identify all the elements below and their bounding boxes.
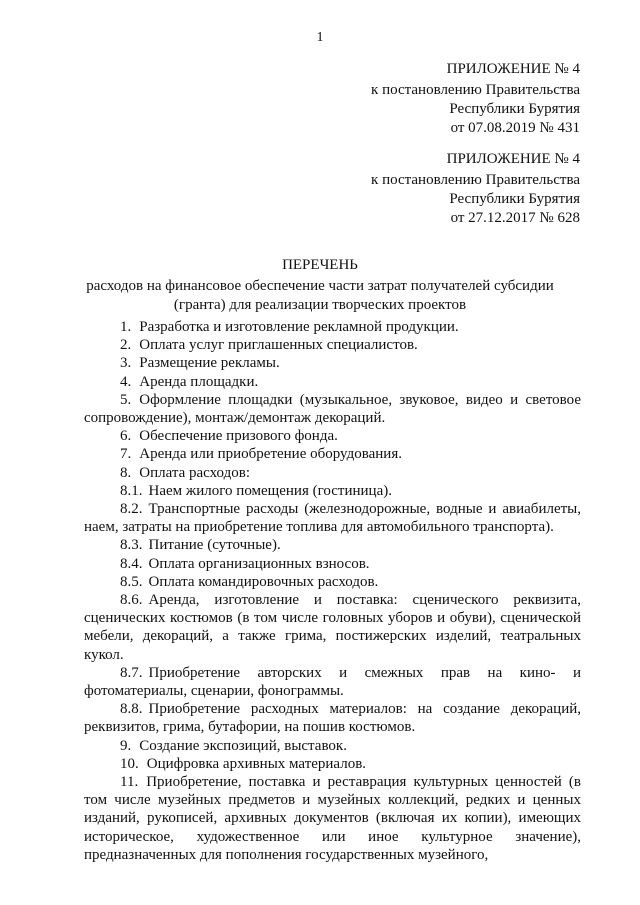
document-subheading: расходов на финансовое обеспечение части затрат получателей субсидии — [86, 278, 554, 294]
item-text: Аренда или приобретение оборудования. — [139, 446, 402, 463]
list-item — [84, 700, 581, 736]
item-text: Аренда площадки. — [139, 373, 259, 390]
item-number: 8. — [120, 464, 132, 481]
list-item — [84, 318, 581, 336]
appendix-line: Республики Бурятия — [449, 191, 580, 207]
item-text: Оплата организационных взносов. — [148, 555, 370, 572]
appendix-date-number: от 07.08.2019 № 431 — [450, 120, 580, 136]
item-number: 8.2. — [120, 501, 143, 518]
list-item — [84, 427, 581, 445]
item-text: Размещение рекламы. — [139, 355, 280, 372]
item-text: Оплата услуг приглашенных специалистов. — [139, 337, 418, 354]
item-text: Оформление площадки (музыкальное, звуковое, видео и световое сопровождение), монтаж/демонтаж декораций. — [84, 391, 581, 427]
item-number: 2. — [120, 337, 132, 354]
appendix-block — [371, 60, 580, 138]
document-subheading: (гранта) для реализации творческих проектов — [173, 297, 467, 313]
expense-list — [84, 318, 581, 864]
item-number: 8.5. — [120, 573, 143, 590]
appendix-date-number: от 27.12.2017 № 628 — [450, 210, 580, 226]
document-title-block — [60, 256, 580, 315]
list-item — [84, 373, 581, 391]
list-item — [84, 664, 581, 700]
item-number: 8.1. — [120, 482, 143, 499]
list-item — [84, 773, 581, 864]
item-text: Обеспечение призового фонда. — [139, 428, 338, 445]
appendix-block — [371, 150, 580, 228]
item-number: 4. — [120, 373, 132, 390]
appendix-line: к постановлению Правительства — [371, 172, 580, 188]
item-number: 10. — [120, 755, 139, 772]
list-item — [84, 591, 581, 664]
item-number: 8.8. — [120, 701, 143, 718]
item-text: Приобретение, поставка и реставрация культурных ценностей (в том числе музейных предметов и музейных коллекций, редких и ценных изданий, рукописей, архивных документов (включая их копии), имеющих историческое, художественное или иное культурное значение), предназначенных для пополнения государственных музейного, — [84, 774, 581, 863]
list-item — [84, 445, 581, 463]
appendix-title: ПРИЛОЖЕНИЕ № 4 — [446, 151, 580, 167]
item-number: 9. — [120, 737, 132, 754]
list-item — [84, 536, 581, 554]
list-item — [84, 336, 581, 354]
list-item — [84, 391, 581, 427]
list-item — [84, 500, 581, 536]
item-number: 3. — [120, 355, 132, 372]
appendix-title: ПРИЛОЖЕНИЕ № 4 — [446, 61, 580, 77]
item-text: Оцифровка архивных материалов. — [146, 755, 367, 772]
item-number: 7. — [120, 446, 132, 463]
item-number: 6. — [120, 428, 132, 445]
list-item — [84, 482, 581, 500]
item-text: Оплата командировочных расходов. — [148, 573, 379, 590]
item-text: Оплата расходов: — [139, 464, 251, 481]
appendix-line: Республики Бурятия — [449, 101, 580, 117]
item-text: Транспортные расходы (железнодорожные, водные и авиабилеты, наем, затраты на приобретение топлива для автомобильного транспорта). — [84, 501, 581, 536]
item-text: Приобретение авторских и смежных прав на кино- и фотоматериалы, сценарии, фонограммы. — [84, 664, 581, 700]
item-text: Аренда, изготовление и поставка: сценического реквизита, сценических костюмов (в том числе головных уборов и обуви), сценической мебели, декораций, а также грима, постижерских изделий, театральных кукол. — [84, 592, 581, 663]
item-number: 5. — [120, 391, 132, 408]
list-item — [84, 755, 581, 773]
item-number: 8.7. — [120, 664, 143, 681]
item-number: 8.6. — [120, 592, 143, 609]
list-item — [84, 737, 581, 755]
item-text: Питание (суточные). — [148, 537, 281, 554]
item-text: Наем жилого помещения (гостиница). — [148, 482, 392, 499]
item-text: Приобретение расходных материалов: на создание декораций, реквизитов, грима, бутафории, на пошив костюмов. — [84, 701, 581, 736]
list-item — [84, 354, 581, 372]
list-item — [84, 555, 581, 573]
item-number: 8.3. — [120, 537, 143, 554]
page-number: 1 — [316, 30, 324, 45]
appendix-line: к постановлению Правительства — [371, 82, 580, 98]
item-number: 8.4. — [120, 555, 143, 572]
list-item — [84, 573, 581, 591]
item-number: 1. — [120, 319, 132, 335]
item-text: Разработка и изготовление рекламной продукции. — [139, 319, 459, 335]
item-number: 11. — [120, 774, 139, 791]
item-text: Создание экспозиций, выставок. — [139, 737, 347, 754]
document-heading: ПЕРЕЧЕНЬ — [282, 257, 358, 273]
list-item — [84, 464, 581, 482]
